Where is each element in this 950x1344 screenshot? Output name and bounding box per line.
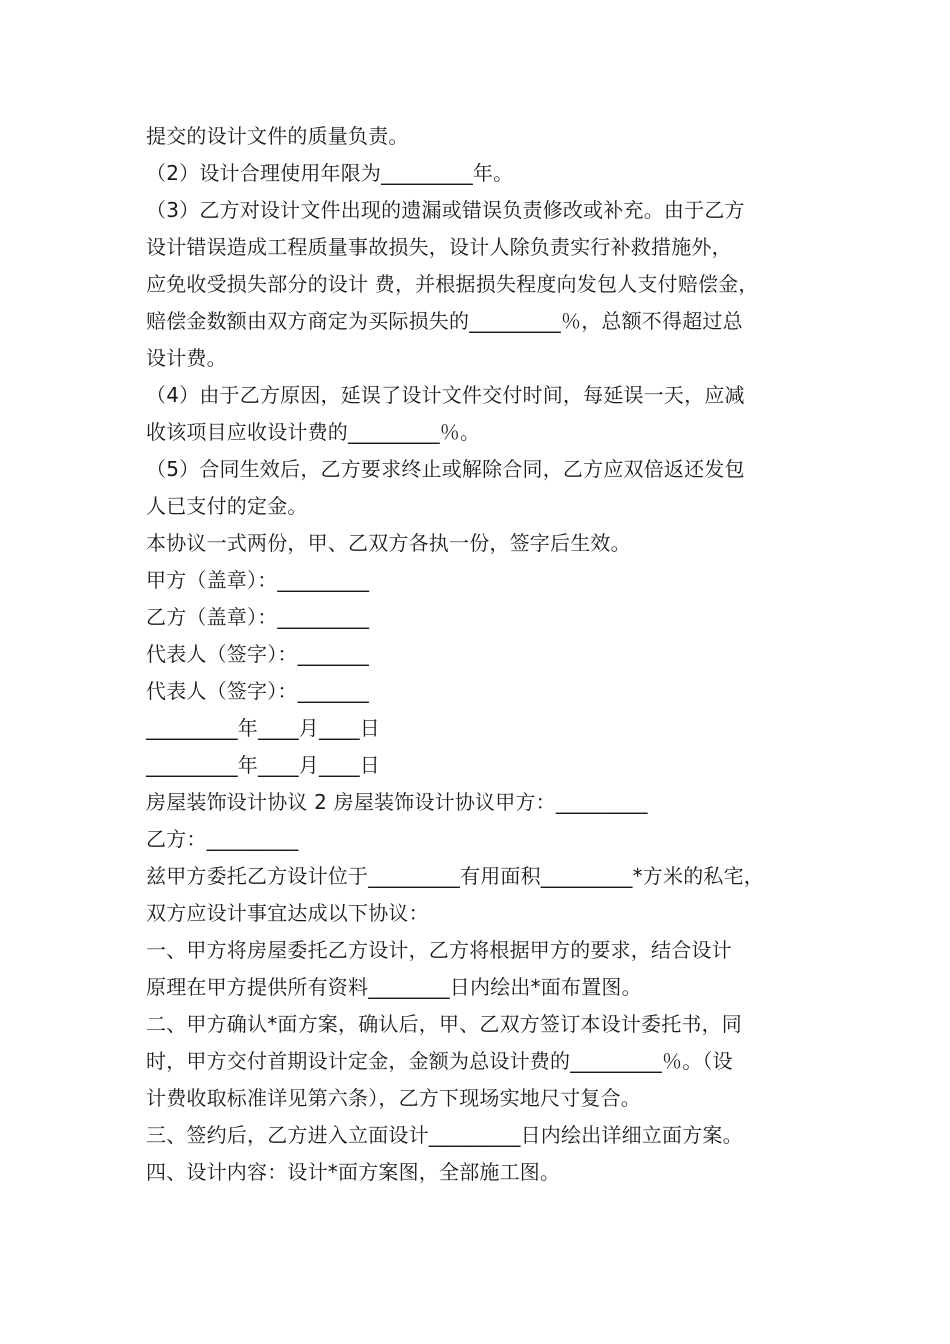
document-line: 一、甲方将房屋委托乙方设计，乙方将根据甲方的要求，结合设计 [146, 938, 732, 962]
document-line: 设计费。 [146, 346, 227, 370]
document-line: （5）合同生效后，乙方要求终止或解除合同，乙方应双倍返还发包 [146, 457, 745, 481]
document-line: 三、签约后，乙方进入立面设计_________日内绘出详细立面方案。 [146, 1123, 743, 1147]
document-line: 设计错误造成工程质量事故损失，设计人除负责实行补救措施外， [146, 235, 732, 259]
document-line: 应免收受损失部分的设计 费，并根据损失程度向发包人支付赔偿金， [146, 272, 759, 296]
signature-line-party-b: 乙方（盖章）：_________ [146, 605, 370, 629]
document-line: 提交的设计文件的质量负责。 [146, 124, 409, 148]
document-line: 乙方：_________ [146, 827, 299, 851]
signature-line-representative: 代表人（签字）：_______ [146, 679, 369, 703]
document-line: 人已支付的定金。 [146, 494, 308, 518]
document-body [146, 118, 826, 1191]
document-line: 二、甲方确认*面方案，确认后，甲、乙双方签订本设计委托书，同 [146, 1012, 742, 1036]
document-line: 赔偿金数额由双方商定为买际损失的_________％，总额不得超过总 [146, 309, 743, 333]
document-line: 兹甲方委托乙方设计位于_________有用面积_________*方米的私宅， [146, 864, 764, 888]
document-line: 四、设计内容：设计*面方案图，全部施工图。 [146, 1160, 561, 1184]
document-line: （2）设计合理使用年限为_________年。 [146, 161, 514, 185]
document-line: 双方应设计事宜达成以下协议： [146, 901, 429, 925]
document-line: 原理在甲方提供所有资料________日内绘出*面布置图。 [146, 975, 642, 999]
document-line: （3）乙方对设计文件出现的遗漏或错误负责修改或补充。由于乙方 [146, 198, 745, 222]
signature-line-party-a: 甲方（盖章）：_________ [146, 568, 370, 592]
date-line: _________年____月____日 [146, 753, 380, 777]
document-line: 时，甲方交付首期设计定金，金额为总设计费的_________％。（设 [146, 1049, 733, 1073]
document-line: 本协议一式两份，甲、乙双方各执一份，签字后生效。 [146, 531, 631, 555]
document-line: 计费收取标准详见第六条），乙方下现场实地尺寸复合。 [146, 1086, 641, 1110]
document-line: （4）由于乙方原因，延误了设计文件交付时间，每延误一天，应减 [146, 383, 745, 407]
document-line: 房屋装饰设计协议 2 房屋装饰设计协议甲方：_________ [146, 790, 648, 814]
signature-line-representative: 代表人（签字）：_______ [146, 642, 369, 666]
document-line: 收该项目应收设计费的_________％。 [146, 420, 481, 444]
date-line: _________年____月____日 [146, 716, 380, 740]
